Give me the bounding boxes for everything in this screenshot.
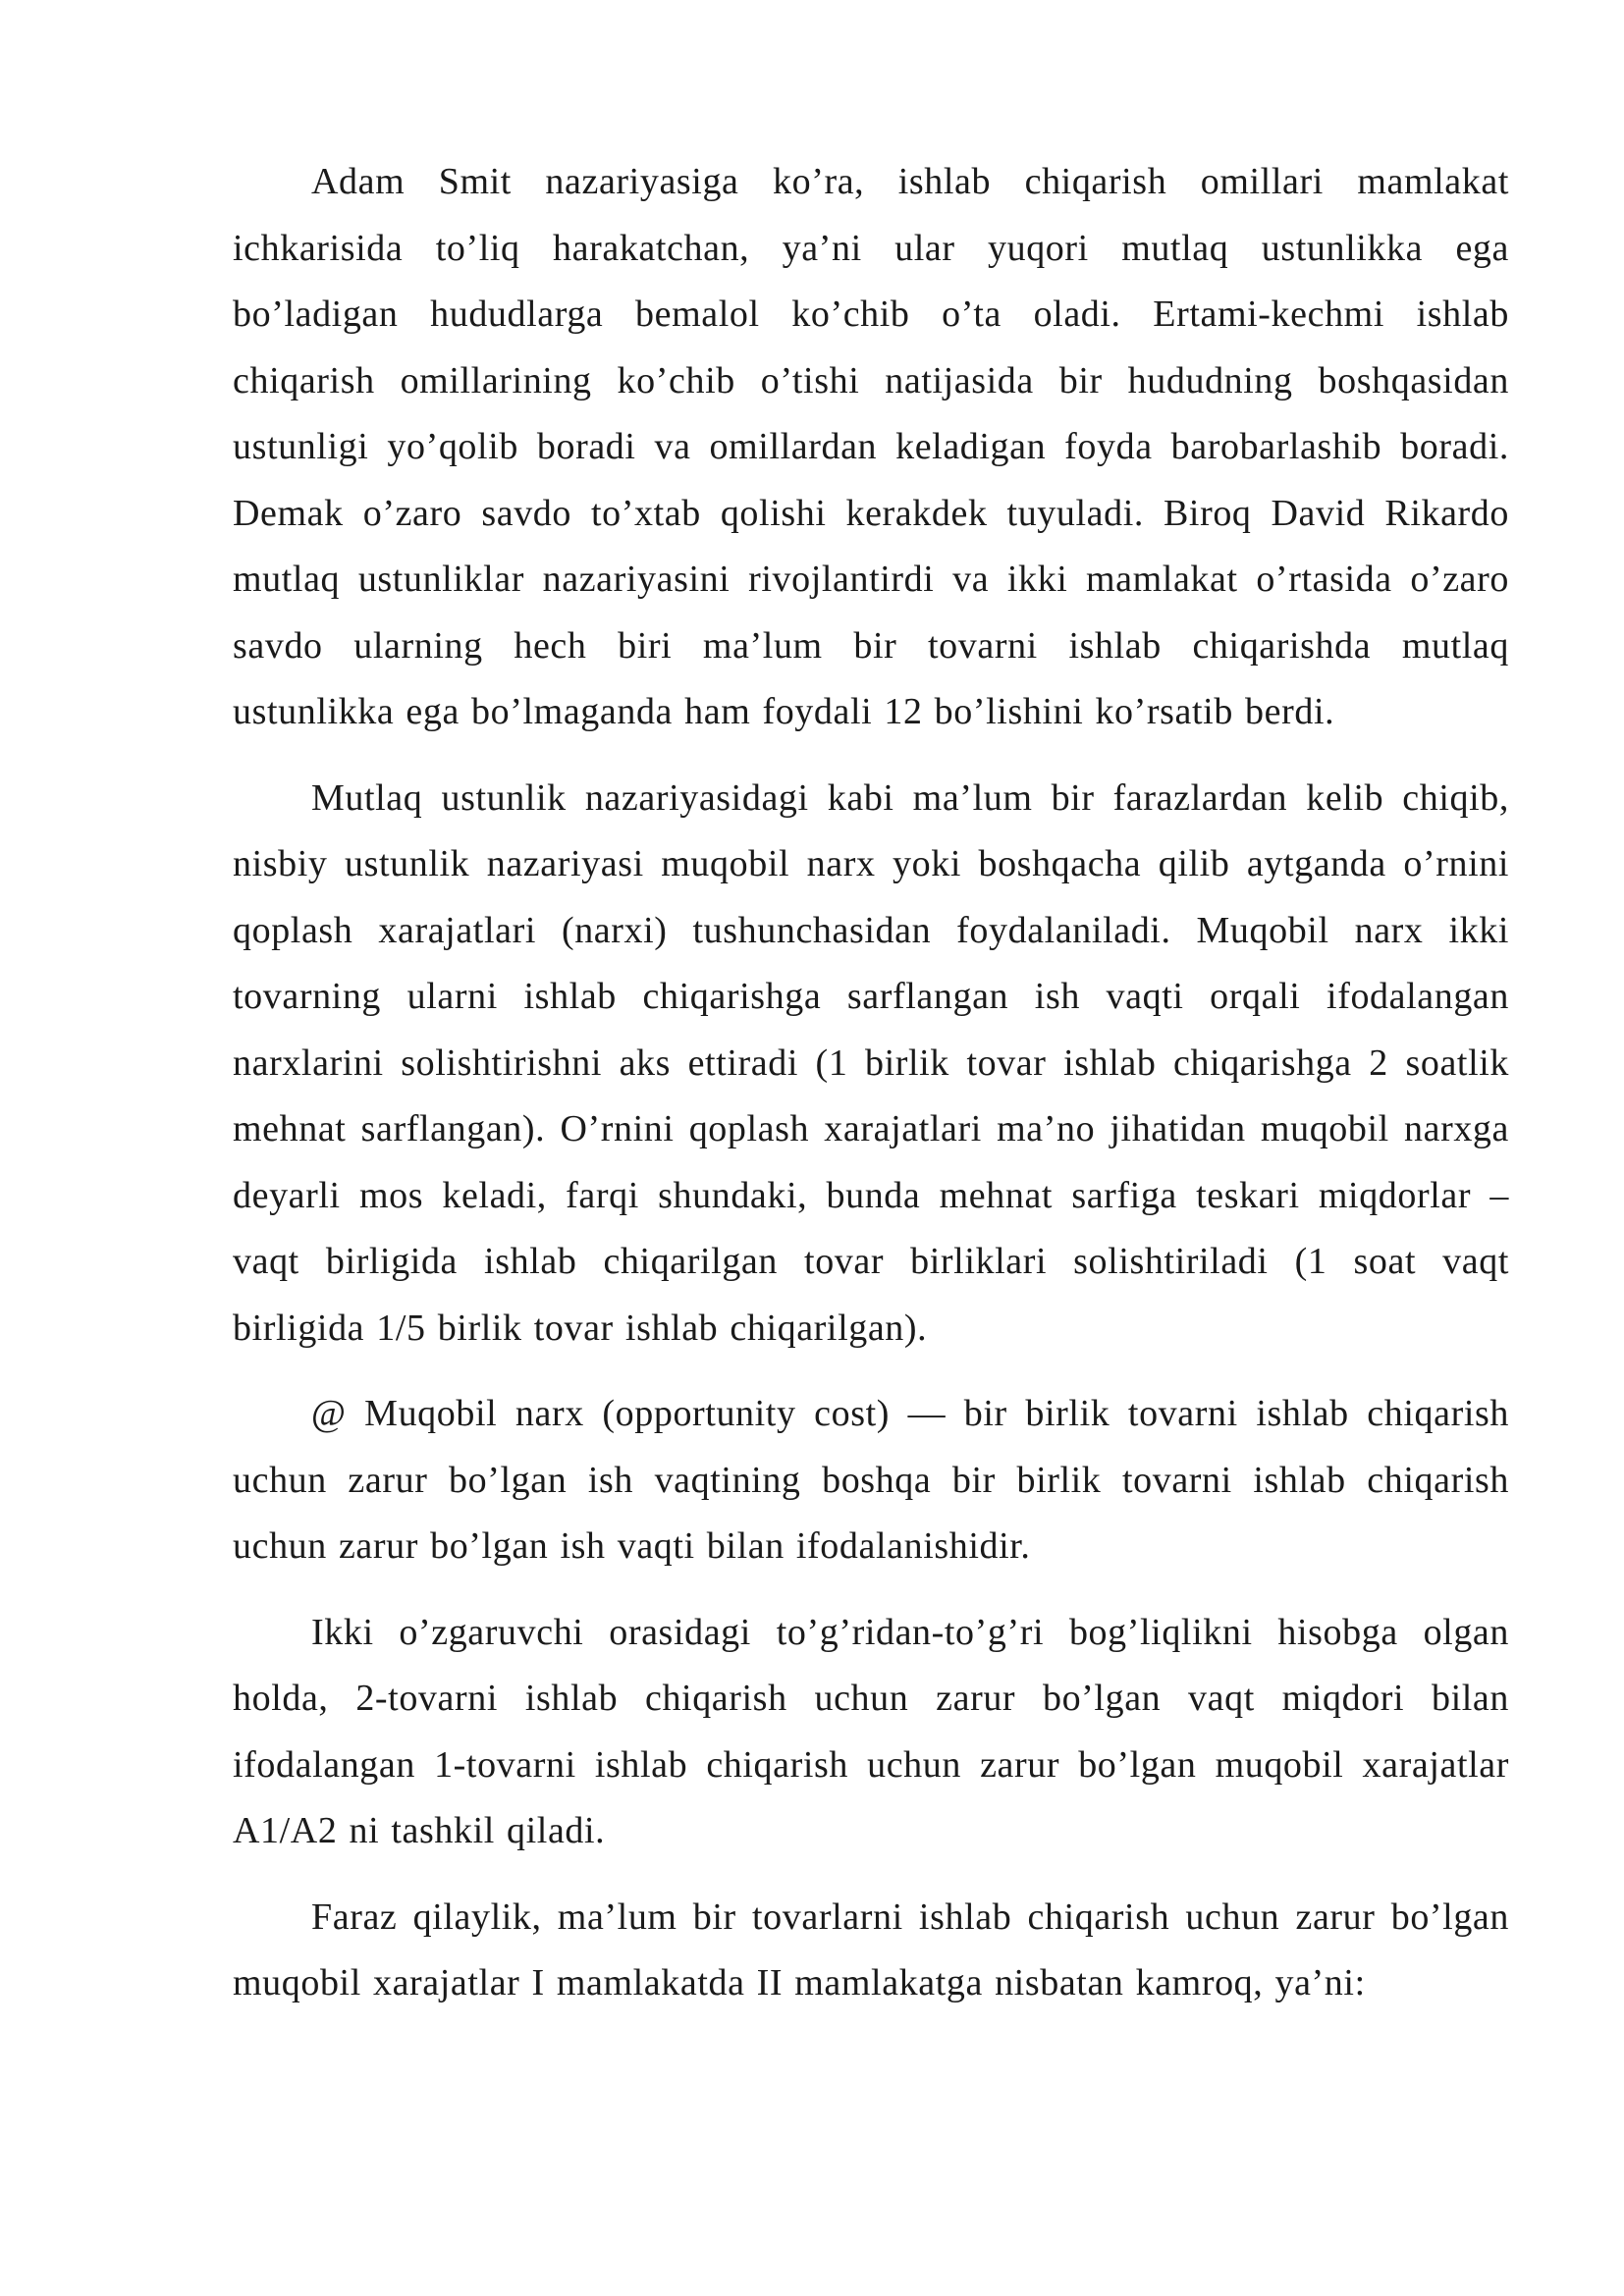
paragraph-two-variables: Ikki o’zgaruvchi orasidagi to’g’ridan-to’g’ri bog’liqlikni hisobga olgan holda, 2-tovarni ishlab chiqarish uchun zarur bo’lgan vaqt miqdori bilan ifodalangan 1-tovarni ishlab chiqarish uchun zarur bo’lgan muqobil xarajatlar A1/A2 ni tashkil qiladi. (233, 1611, 1509, 1851)
paragraph-assumption: Faraz qilaylik, ma’lum bir tovarlarni ishlab chiqarish uchun zarur bo’lgan muqobil xarajatlar I mamlakatda II mamlakatga nisbatan kamroq, ya’ni: (233, 1896, 1509, 2003)
document-page (233, 149, 1509, 2037)
paragraph-opportunity-cost-definition: @ Muqobil narx (opportunity cost) — bir birlik tovarni ishlab chiqarish uchun zarur bo’lgan ish vaqtining boshqa bir birlik tovarni ishlab chiqarish uchun zarur bo’lgan ish vaqti bilan ifodalanishidir. (233, 1393, 1509, 1567)
paragraph-comparative-advantage: Mutlaq ustunlik nazariyasidagi kabi ma’lum bir farazlardan kelib chiqib, nisbiy ustunlik nazariyasi muqobil narx yoki boshqacha qilib aytganda o’rnini qoplash xarajatlari (narxi) tushunchasidan foydalaniladi. Muqobil narx ikki tovarning ularni ishlab chiqarishga sarflangan ish vaqti orqali ifodalangan narxlarini solishtirishni aks ettiradi (1 birlik tovar ishlab chiqarishga 2 soatlik mehnat sarflangan). O’rnini qoplash xarajatlari ma’no jihatidan muqobil narxga deyarli mos keladi, farqi shundaki, bunda mehnat sarfiga teskari miqdorlar – vaqt birligida ishlab chiqarilgan tovar birliklari solishtiriladi (1 soat vaqt birligida 1/5 birlik tovar ishlab chiqarilgan). (233, 776, 1509, 1349)
paragraph-smith-factors: Adam Smit nazariyasiga ko’ra, ishlab chiqarish omillari mamlakat ichkarisida to’liq harakatchan, ya’ni ular yuqori mutlaq ustunlikka ega bo’ladigan hududlarga bemalol ko’chib o’ta oladi. Ertami-kechmi ishlab chiqarish omillarining ko’chib o’tishi natijasida bir hududning boshqasidan ustunligi yo’qolib boradi va omillardan keladigan foyda barobarlashib boradi. Demak o’zaro savdo to’xtab qolishi kerakdek tuyuladi. Biroq David Rikardo mutlaq ustunliklar nazariyasini rivojlantirdi va ikki mamlakat o’rtasida o’zaro savdo ularning hech biri ma’lum bir tovarni ishlab chiqarishda mutlaq ustunlikka ega bo’lmaganda ham foydali 12 bo’lishini ko’rsatib berdi. (233, 161, 1509, 732)
